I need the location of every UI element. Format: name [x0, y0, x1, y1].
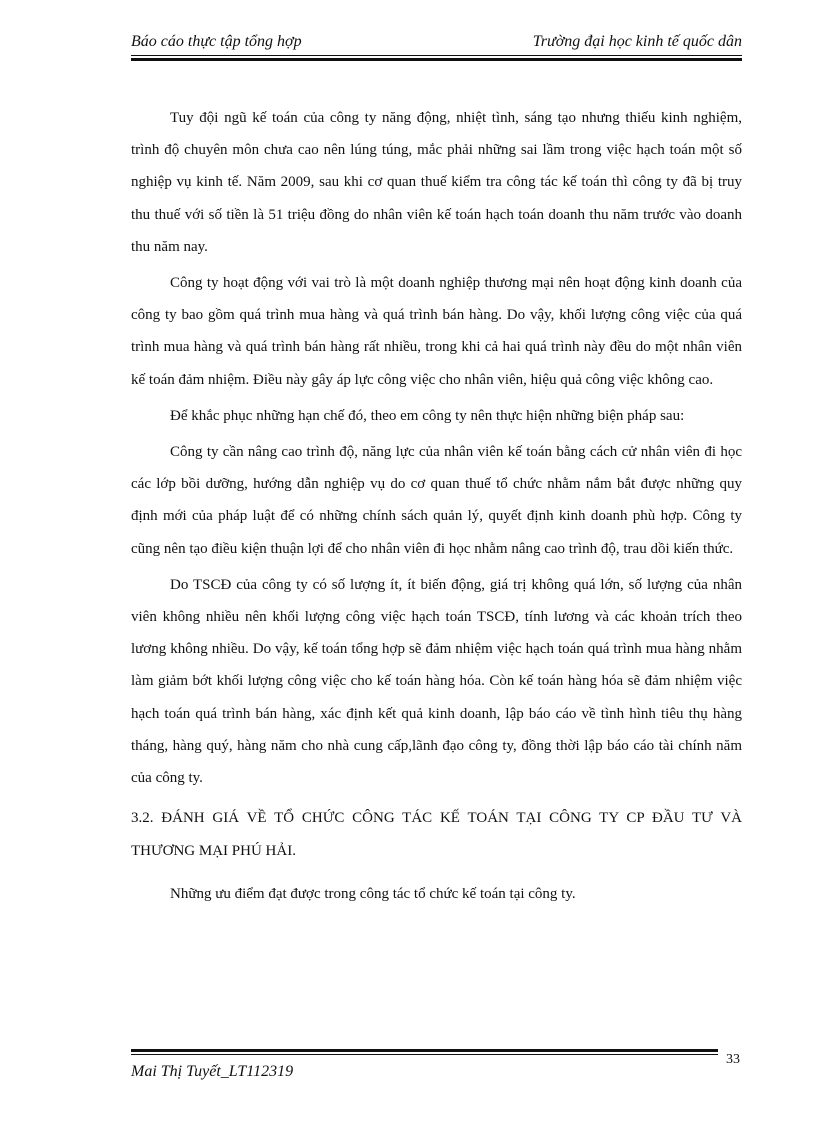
- footer-divider-thick: [131, 1049, 718, 1052]
- body-paragraph-2: Công ty hoạt động với vai trò là một doanh nghiệp thương mại nên hoạt động kinh doanh của công ty bao gồm quá trình mua hàng và quá trình bán hàng. Do vậy, khối lượng công việc của quá trình mua hàng và quá trình bán hàng rất nhiều, trong khi cả hai quá trình này đều do một nhân viên kế toán đảm nhiệm. Điều này gây áp lực công việc cho nhân viên, hiệu quả công việc không cao.: [131, 275, 742, 388]
- header-divider-thin: [131, 55, 742, 56]
- footer-divider-thin: [131, 1054, 718, 1055]
- page-number: 33: [726, 1052, 740, 1067]
- footer-author: Mai Thị Tuyết_LT112319: [131, 1063, 294, 1080]
- page-body: [131, 102, 742, 914]
- body-paragraph-closing: Những ưu điểm đạt được trong công tác tổ chức kế toán tại công ty.: [170, 886, 576, 903]
- page-header: [131, 30, 742, 58]
- header-report-title: Báo cáo thực tập tổng hợp: [131, 33, 302, 50]
- header-divider-thick: [131, 58, 742, 61]
- body-paragraph-3: Để khắc phục những hạn chế đó, theo em công ty nên thực hiện những biện pháp sau:: [170, 407, 685, 424]
- section-heading: 3.2. ĐÁNH GIÁ VỀ TỔ CHỨC CÔNG TÁC KẾ TOÁN TẠI CÔNG TY CP ĐẦU TƯ VÀ THƯƠNG MẠI PHÚ HẢI.: [131, 810, 742, 860]
- body-paragraph-4: Công ty cần nâng cao trình độ, năng lực của nhân viên kế toán bằng cách cử nhân viên đi học các lớp bồi dưỡng, hướng dẫn nghiệp vụ do cơ quan thuế tổ chức nhằm nắm bắt được những quy định mới của pháp luật để có những chính sách quản lý, quyết định kinh doanh phù hợp. Công ty cũng nên tạo điều kiện thuận lợi để cho nhân viên đi học nhằm nâng cao trình độ, trau dồi kiến thức.: [131, 444, 742, 557]
- body-paragraph-5: Do TSCĐ của công ty có số lượng ít, ít biến động, giá trị không quá lớn, số lượng của nhân viên không nhiều nên khối lượng công việc hạch toán TSCĐ, tính lương và các khoản trích theo lương không nhiều. Do vậy, kế toán tổng hợp sẽ đảm nhiệm việc hạch toán quá trình mua hàng nhằm làm giảm bớt khối lượng công việc cho kế toán hàng hóa. Còn kế toán hàng hóa sẽ đảm nhiệm việc hạch toán quá trình bán hàng, xác định kết quả kinh doanh, lập báo cáo về tình hình tiêu thụ hàng tháng, hàng quý, hàng năm cho nhà cung cấp,lãnh đạo công ty, đồng thời lập báo cáo tài chính năm của công ty.: [131, 576, 742, 787]
- header-university-name: Trường đại học kinh tế quốc dân: [532, 33, 742, 50]
- body-paragraph-1: Tuy đội ngũ kế toán của công ty năng động, nhiệt tình, sáng tạo nhưng thiếu kinh nghiệm, trình độ chuyên môn chưa cao nên lúng túng, mắc phải những sai lầm trong việc hạch toán một số nghiệp vụ kinh tế. Năm 2009, sau khi cơ quan thuế kiểm tra công tác kế toán thì công ty đã bị truy thu thuế với số tiền là 51 triệu đồng do nhân viên kế toán hạch toán doanh thu năm trước vào doanh thu năm nay.: [131, 110, 742, 255]
- page-footer: [131, 1045, 742, 1085]
